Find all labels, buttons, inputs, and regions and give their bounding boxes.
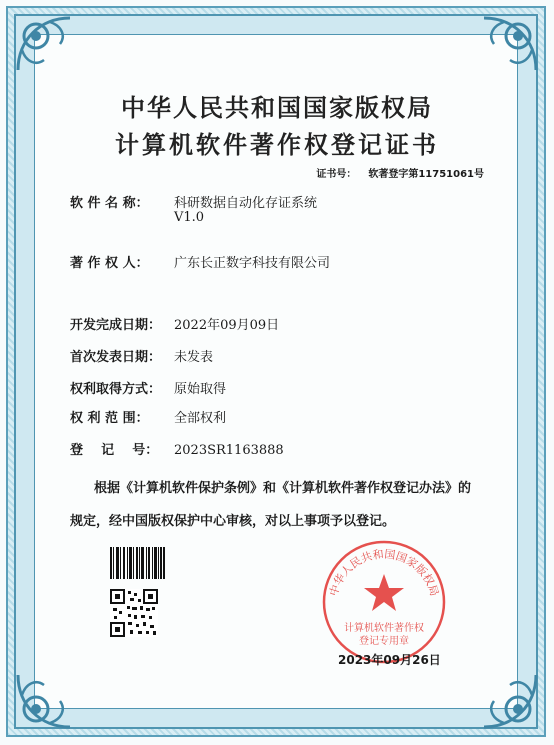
owner-value: 广东长正数字科技有限公司 bbox=[174, 256, 331, 271]
corner-ornament-icon bbox=[10, 10, 80, 80]
statement-line-2: 规定，经中国版权保护中心审核，对以上事项予以登记。 bbox=[70, 514, 396, 529]
issue-date: 2023年09月26日 bbox=[338, 653, 441, 667]
statement-line-1: 根据《计算机软件保护条例》和《计算机软件著作权登记办法》的 bbox=[94, 481, 472, 496]
owner-label: 著 作 权 人： bbox=[70, 256, 149, 271]
first-publish-value: 未发表 bbox=[174, 350, 214, 365]
corner-ornament-icon bbox=[474, 10, 544, 80]
software-version-value: V1.0 bbox=[174, 210, 205, 225]
first-publish-label: 首次发表日期： bbox=[70, 350, 162, 365]
certificate-number bbox=[316, 165, 484, 180]
owner-row bbox=[70, 252, 330, 271]
certificate-title: 计算机软件著作权登记证书 bbox=[115, 130, 439, 159]
certificate-number-value: 软著登字第11751061号 bbox=[368, 169, 484, 180]
software-name-value: 科研数据自动化存证系统 bbox=[174, 196, 318, 211]
seal-bottom-text-1: 计算机软件著作权 bbox=[344, 623, 424, 634]
registration-value: 2023SR1163888 bbox=[174, 443, 284, 458]
completion-date-label: 开发完成日期： bbox=[70, 318, 162, 333]
seal-top-text: 中华人民共和国国家版权局 bbox=[327, 547, 441, 598]
scope-value: 全部权利 bbox=[174, 411, 227, 426]
official-seal-icon bbox=[318, 536, 450, 668]
seal-bottom-text-2: 登记专用章 bbox=[359, 636, 409, 647]
completion-date-value: 2022年09月09日 bbox=[174, 318, 280, 333]
acquisition-label: 权利取得方式： bbox=[70, 382, 162, 397]
scope-row bbox=[70, 407, 226, 426]
registration-label: 登 记 号： bbox=[70, 443, 159, 458]
acquisition-row bbox=[70, 378, 226, 397]
first-publish-row bbox=[70, 346, 213, 365]
corner-ornament-icon bbox=[10, 665, 80, 735]
qr-code-icon bbox=[110, 589, 158, 637]
certificate-number-label: 证书号： bbox=[316, 169, 357, 180]
registration-row bbox=[70, 439, 284, 458]
completion-date-row bbox=[70, 314, 279, 333]
issuer-title: 中华人民共和国国家版权局 bbox=[121, 93, 433, 122]
scope-label: 权 利 范 围： bbox=[70, 411, 149, 426]
software-name-label: 软 件 名 称： bbox=[70, 196, 149, 211]
software-name-row bbox=[70, 192, 318, 225]
acquisition-value: 原始取得 bbox=[174, 382, 227, 397]
barcode-icon bbox=[110, 547, 165, 579]
corner-ornament-icon bbox=[474, 665, 544, 735]
